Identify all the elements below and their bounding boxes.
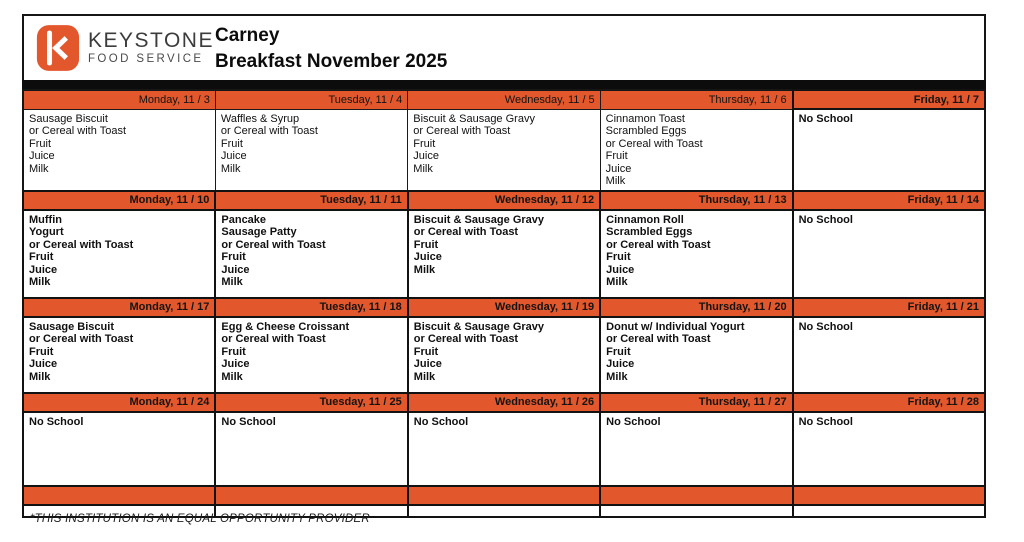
date-header: Wednesday, 11 / 26 [408, 393, 600, 412]
menu-item: Fruit [29, 137, 51, 150]
date-header: Tuesday, 11 / 11 [215, 191, 407, 210]
week-header-row [23, 298, 985, 317]
menu-item: No School [798, 320, 853, 333]
menu-item: Milk [413, 370, 436, 383]
menu-item: Fruit [29, 345, 54, 358]
menu-item: Fruit [413, 345, 439, 358]
date-header: Friday, 11 / 14 [793, 191, 985, 210]
day-menu-cell [408, 412, 600, 486]
week-menu-row [23, 412, 985, 486]
header-divider-band [22, 80, 986, 89]
spacer-orange-cell [408, 486, 600, 505]
date-header: Wednesday, 11 / 12 [408, 191, 600, 210]
day-menu-cell [793, 210, 985, 298]
week-header-row [23, 191, 985, 210]
menu-item: Fruit [29, 251, 54, 263]
day-menu-cell [23, 317, 215, 393]
menu-item: or Cereal with Toast [29, 125, 127, 137]
day-menu-cell [215, 412, 407, 486]
date-header: Monday, 11 / 24 [23, 393, 215, 412]
day-menu-cell [600, 412, 792, 486]
date-header: Thursday, 11 / 27 [600, 393, 792, 412]
date-header: Wednesday, 11 / 5 [408, 90, 600, 109]
menu-item: No School [221, 415, 276, 428]
day-menu-cell [793, 412, 985, 486]
menu-item: Juice [606, 358, 635, 370]
menu-item: No School [29, 415, 84, 428]
menu-item: Milk [606, 276, 628, 288]
footer-note: *THIS INSTITUTION IS AN EQUAL OPPORTUNITY PROVIDER [30, 513, 370, 525]
menu-calendar [22, 89, 986, 518]
day-menu-cell [600, 109, 792, 191]
week-menu-row [23, 317, 985, 393]
menu-item: Cinnamon Toast [605, 112, 685, 125]
menu-item: Juice [413, 358, 442, 370]
day-menu-cell [408, 109, 600, 191]
day-menu-cell [23, 412, 215, 486]
spacer-white-cell [408, 505, 600, 517]
day-menu-cell [408, 317, 600, 393]
menu-item: or Cereal with Toast [220, 125, 318, 137]
menu-item: Waffles & Syrup [220, 112, 300, 125]
date-header: Friday, 11 / 21 [793, 298, 985, 317]
menu-item: Biscuit & Sausage Gravy [413, 112, 535, 125]
menu-item: or Cereal with Toast [221, 238, 326, 251]
menu-item: Pancake [221, 213, 267, 226]
spacer-white-cell [793, 505, 985, 517]
menu-item: Juice [606, 263, 635, 276]
brand-subtitle: FOOD SERVICE [88, 53, 204, 66]
menu-item: Scrambled Eggs [606, 226, 693, 238]
day-menu-cell [793, 317, 985, 393]
menu-item: Fruit [606, 345, 631, 358]
date-header: Monday, 11 / 3 [23, 90, 215, 109]
menu-item: Fruit [221, 251, 246, 263]
menu-item: Juice [413, 150, 439, 162]
day-menu-cell [215, 109, 407, 191]
menu-item: Cinnamon Roll [606, 213, 684, 226]
document-header [22, 14, 986, 80]
spacer-white-cell [600, 505, 792, 517]
day-menu-cell [600, 210, 792, 298]
menu-item: Juice [413, 251, 442, 263]
menu-item: No School [606, 415, 661, 428]
menu-item: No School [798, 415, 853, 428]
spacer-orange-cell [793, 486, 985, 505]
menu-item: Fruit [413, 238, 439, 251]
menu-item: Fruit [220, 137, 243, 150]
menu-item: Sausage Biscuit [29, 320, 114, 333]
title-block [215, 26, 447, 71]
menu-item: Donut w/ Individual Yogurt [606, 320, 745, 333]
week-header-row [23, 90, 985, 109]
menu-item: Scrambled Eggs [605, 125, 687, 137]
menu-title: Breakfast November 2025 [215, 50, 448, 72]
menu-item: or Cereal with Toast [606, 333, 711, 345]
menu-item: or Cereal with Toast [605, 137, 703, 150]
day-menu-cell [215, 210, 407, 298]
menu-item: No School [798, 113, 853, 125]
date-header: Thursday, 11 / 13 [600, 191, 792, 210]
menu-item: Juice [29, 150, 55, 162]
menu-item: Egg & Cheese Croissant [221, 320, 350, 333]
date-header: Wednesday, 11 / 19 [408, 298, 600, 317]
menu-document [22, 14, 986, 518]
spacer-orange-cell [600, 486, 792, 505]
menu-item: or Cereal with Toast [606, 238, 711, 251]
keystone-k-icon [36, 24, 80, 72]
date-header: Friday, 11 / 7 [793, 90, 985, 109]
menu-item: Sausage Patty [221, 226, 297, 238]
menu-item: Milk [413, 263, 436, 276]
date-header: Thursday, 11 / 20 [600, 298, 792, 317]
menu-item: Juice [221, 358, 250, 370]
menu-item: No School [798, 213, 853, 226]
menu-item: Milk [413, 162, 433, 175]
brand-text [88, 30, 214, 66]
menu-item: Juice [220, 150, 247, 162]
menu-item: or Cereal with Toast [413, 333, 519, 345]
date-header: Tuesday, 11 / 4 [215, 90, 407, 109]
spacer-orange-row [23, 486, 985, 505]
date-header: Thursday, 11 / 6 [600, 90, 792, 109]
menu-item: Fruit [413, 137, 436, 150]
menu-item: Milk [606, 370, 628, 383]
date-header: Tuesday, 11 / 18 [215, 298, 407, 317]
brand-name: KEYSTONE [88, 29, 214, 53]
date-header: Monday, 11 / 10 [23, 191, 215, 210]
week-header-row [23, 393, 985, 412]
menu-item: Juice [221, 263, 250, 276]
day-menu-cell [215, 317, 407, 393]
menu-item: or Cereal with Toast [413, 125, 511, 137]
menu-item: Biscuit & Sausage Gravy [413, 213, 545, 226]
menu-item: Milk [29, 276, 51, 288]
menu-item: Biscuit & Sausage Gravy [413, 320, 545, 333]
menu-item: Yogurt [29, 226, 64, 238]
keystone-logo [24, 24, 215, 72]
menu-item: Muffin [29, 213, 62, 226]
menu-item: No School [413, 415, 469, 428]
site-title: Carney [215, 24, 280, 46]
menu-item: Milk [221, 276, 243, 288]
spacer-orange-cell [23, 486, 215, 505]
date-header: Friday, 11 / 28 [793, 393, 985, 412]
menu-item: Milk [605, 175, 626, 187]
menu-item: or Cereal with Toast [29, 333, 134, 345]
date-header: Tuesday, 11 / 25 [215, 393, 407, 412]
date-header: Monday, 11 / 17 [23, 298, 215, 317]
menu-item: Milk [29, 370, 51, 383]
menu-item: Juice [29, 263, 58, 276]
menu-item: Fruit [605, 150, 628, 162]
menu-item: Juice [29, 358, 58, 370]
menu-item: or Cereal with Toast [221, 333, 326, 345]
week-menu-row [23, 210, 985, 298]
spacer-orange-cell [215, 486, 407, 505]
menu-item: Sausage Biscuit [29, 112, 108, 125]
day-menu-cell [408, 210, 600, 298]
week-menu-row [23, 109, 985, 191]
menu-item: Milk [221, 370, 243, 383]
menu-item: Milk [29, 162, 49, 175]
menu-item: Milk [220, 162, 241, 175]
menu-item: or Cereal with Toast [29, 238, 134, 251]
menu-item: Juice [605, 162, 632, 175]
day-menu-cell [23, 109, 215, 191]
day-menu-cell [793, 109, 985, 191]
menu-item: or Cereal with Toast [413, 226, 519, 238]
menu-item: Fruit [606, 251, 631, 263]
menu-grid-body [23, 90, 985, 517]
day-menu-cell [600, 317, 792, 393]
day-menu-cell [23, 210, 215, 298]
menu-item: Fruit [221, 345, 246, 358]
